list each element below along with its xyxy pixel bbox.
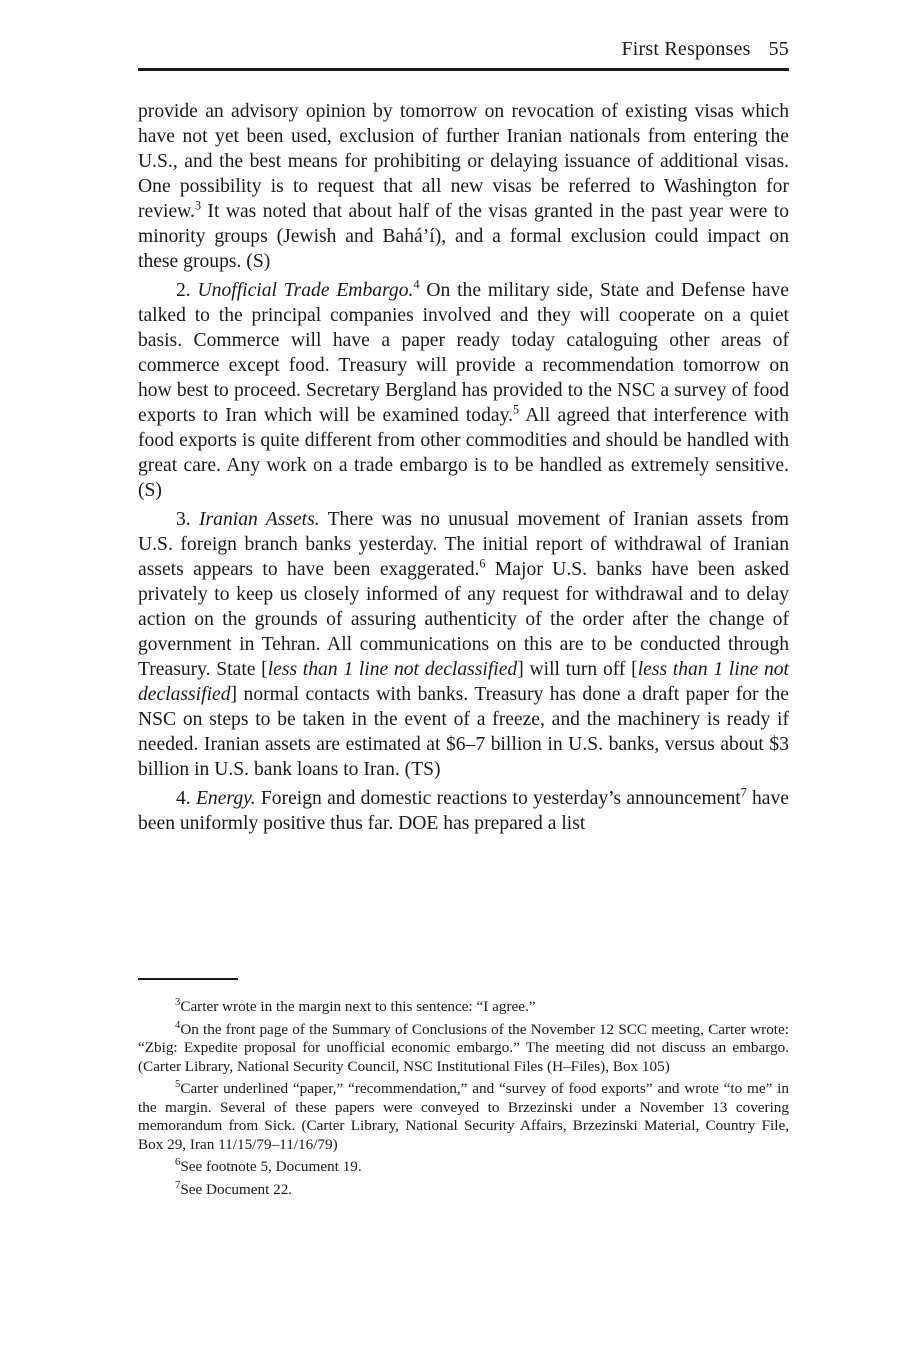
- redaction-note: less than 1 line not declassified: [138, 659, 789, 705]
- section-heading-energy: Energy.: [195, 788, 256, 809]
- header-rule: [138, 68, 789, 71]
- paragraph-iranian-assets: 3. Iranian Assets. There was no unusual movement of Iranian assets from U.S. foreign branch banks yesterday. The initial report of withdrawal of Iranian assets appears to have been exaggerated.$^6$ Major U.S. banks have been asked privately to keep us closely informed of any request for withdrawal and to delay action on the grounds of assuring authenticity of the order after the change of government in Tehran. All communications on this are to be conducted through Treasury. State [less than 1 line not declassified] will turn off [less than 1 line not declassified] normal contacts with banks. Treasury has done a draft paper for the NSC on steps to be taken in the event of a freeze, and the machinery is ready if needed. Iranian assets are estimated at $6–7 billion in U.S. banks, versus about $3 billion in U.S. bank loans to Iran. (TS): [138, 509, 790, 780]
- body-text: [138, 99, 789, 840]
- paragraph-trade-embargo: 2. Unofficial Trade Embargo.$^4$ On the military side, State and Defense have talked to the principal companies involved and they will cooperate on a quiet basis. Commerce will have a paper ready today cataloguing other areas of commerce except food. Treasury will provide a recommendation tomorrow on how best to proceed. Secretary Bergland has provided to the NSC a survey of food exports to Iran which will be examined today.$^5$ All agreed that interference with food exports is quite different from other commodities and should be handled with great care. Any work on a trade embargo is to be handled as extremely sensitive. (S): [138, 277, 790, 501]
- footnote-3: $^3$Carter wrote in the margin next to this sentence: “I agree.”: [175, 996, 536, 1015]
- footnote-7: $^7$See Document 22.: [175, 1179, 293, 1198]
- footnotes: [138, 998, 789, 1203]
- section-heading-trade-embargo: Unofficial Trade Embargo.: [197, 280, 414, 301]
- footnote-ref-4: 4: [413, 277, 420, 292]
- running-head-title: First Responses: [621, 38, 751, 60]
- footnote-ref-7: 7: [740, 785, 747, 800]
- footnote-5: $^5$Carter underlined “paper,” “recommendation,” and “survey of food exports” and wrote “to me” in the margin. Several of these papers were conveyed to Brzezinski under a November 13 covering memorandum from Sick. (Carter Library, National Security Affairs, Brzezinski Material, Country File, Box 29, Iran 11/15/79–11/16/79): [138, 1078, 789, 1153]
- paragraph-energy: 4. Energy. Foreign and domestic reactions to yesterday’s announcement$^7$ have been uniformly positive thus far. DOE has prepared a list: [138, 785, 789, 834]
- page-number: 55: [768, 38, 789, 60]
- footnote-separator: [138, 978, 238, 980]
- footnote-ref-6: 6: [479, 556, 486, 571]
- paragraph-visas: provide an advisory opinion by tomorrow on revocation of existing visas which have not yet been used, exclusion of further Iranian nationals from entering the U.S., and the best means for prohibiting or delaying issuance of additional visas. One possibility is to request that all new visas be referred to Washington for review.$^3$ It was noted that about half of the visas granted in the past year were to minority groups (Jewish and Bahá’í), and a formal exclusion could impact on these groups. (S): [138, 101, 789, 272]
- running-head: [621, 38, 789, 61]
- footnote-4: $^4$On the front page of the Summary of Conclusions of the November 12 SCC meeting, Carter wrote: “Zbig: Expedite proposal for unofficial economic embargo.” The meeting did not discuss an embargo. (Carter Library, National Security Council, NSC Institutional Files (H–Files), Box 105): [138, 1019, 789, 1075]
- footnote-ref-3: 3: [194, 198, 202, 213]
- redaction-note: less than 1 line not declassified: [267, 659, 518, 680]
- footnote-6: $^6$See footnote 5, Document 19.: [175, 1156, 362, 1175]
- section-heading-iranian-assets: Iranian Assets.: [199, 509, 320, 530]
- footnote-ref-5: 5: [513, 402, 520, 417]
